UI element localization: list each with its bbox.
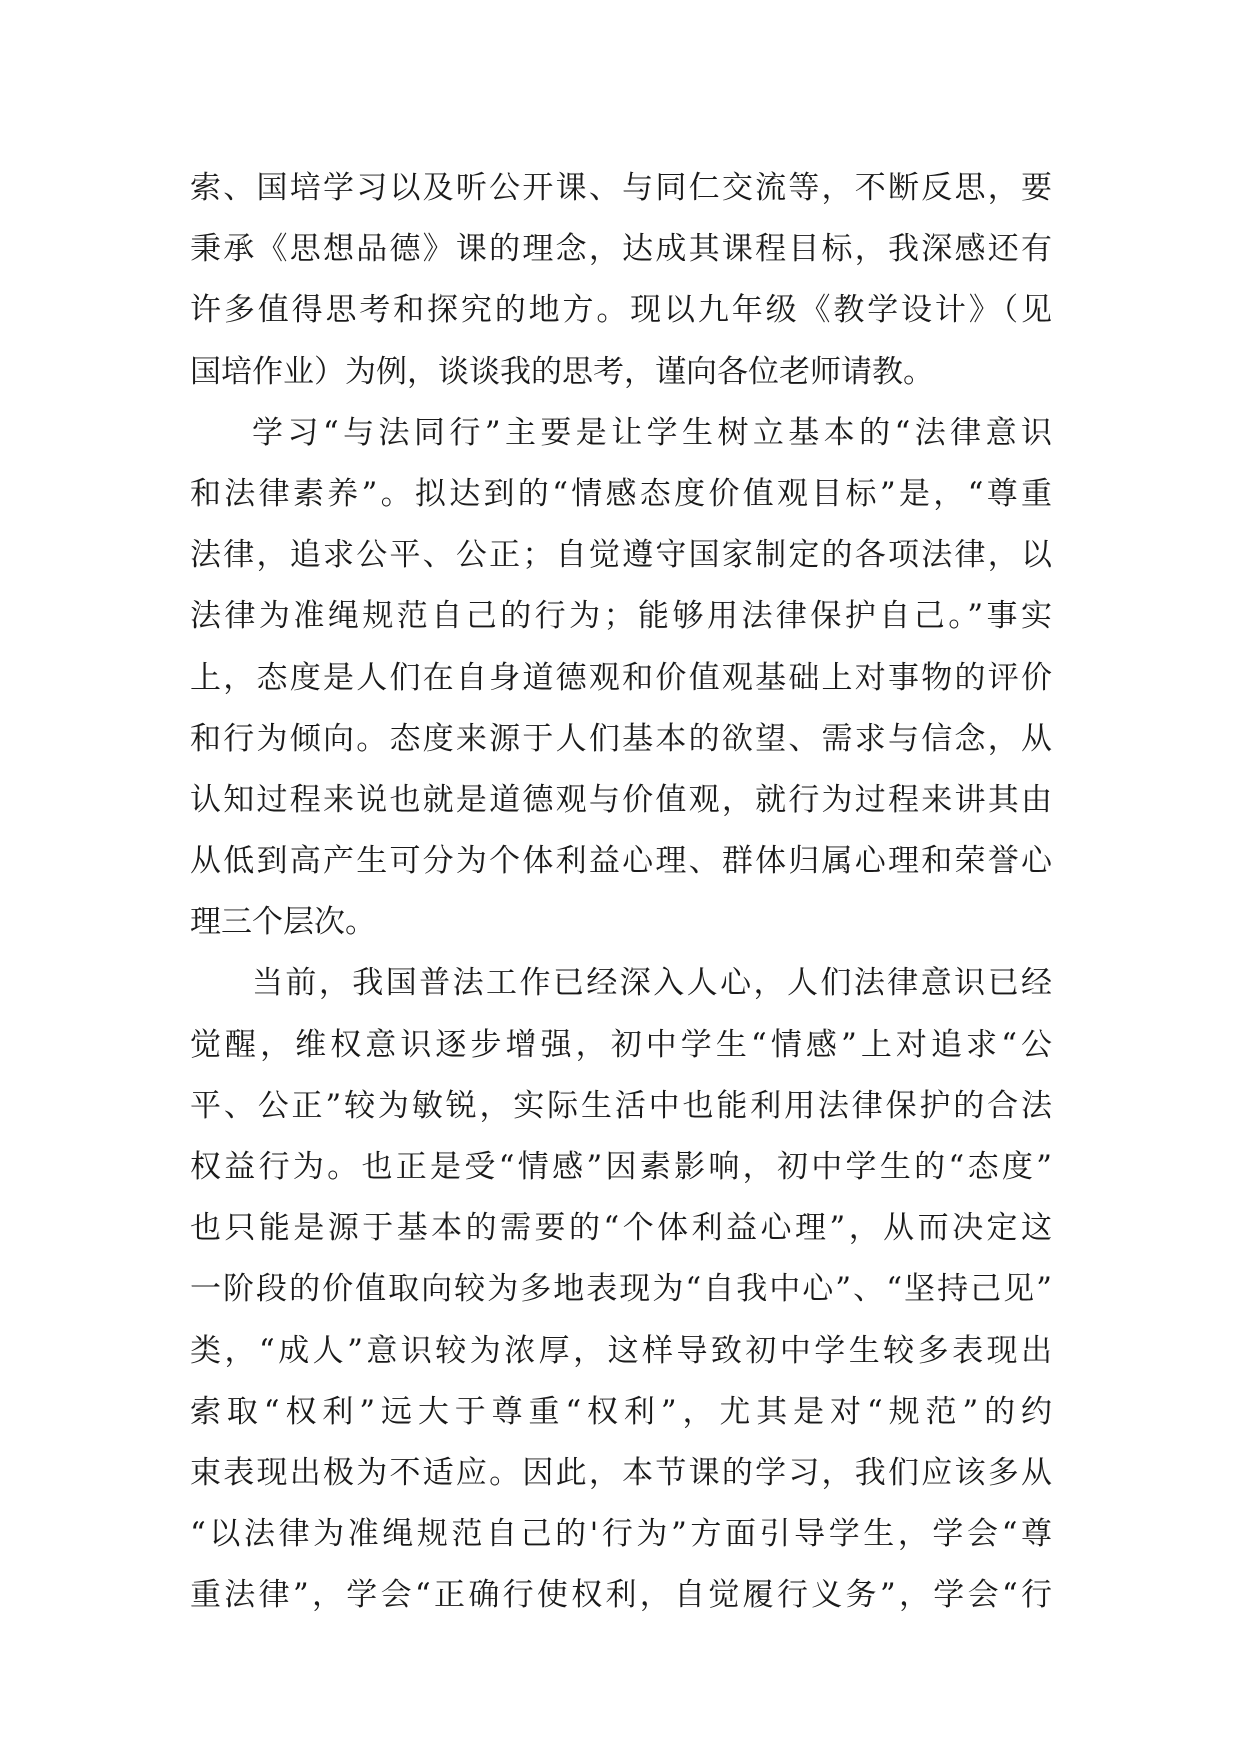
text-line: 秉承《思想品德》课的理念，达成其课程目标，我深感还有 bbox=[190, 231, 1052, 268]
text-line: 许多值得思考和探究的地方。现以九年级《教学设计》（见 bbox=[190, 292, 1052, 329]
text-line: 理三个层次。 bbox=[190, 904, 376, 941]
text-line: 平、公正”较为敏锐，实际生活中也能利用法律保护的合法 bbox=[190, 1087, 1052, 1124]
text-line: 类，“成人”意识较为浓厚，这样导致初中学生较多表现出 bbox=[190, 1332, 1052, 1369]
text-line: 索取“权利”远大于尊重“权利”，尤其是对“规范”的约 bbox=[190, 1393, 1052, 1430]
text-line: 重法律”，学会“正确行使权利，自觉履行义务”，学会“行 bbox=[190, 1577, 1052, 1614]
text-line: “以法律为准绳规范自己的'行为”方面引导学生，学会“尊 bbox=[190, 1516, 1052, 1553]
text-line: 从低到高产生可分为个体利益心理、群体归属心理和荣誉心 bbox=[190, 843, 1052, 880]
text-line: 认知过程来说也就是道德观与价值观，就行为过程来讲其由 bbox=[190, 781, 1052, 818]
paragraph-first-line: 学习“与法同行”主要是让学生树立基本的“法律意识 bbox=[252, 414, 1052, 451]
text-line: 和法律素养”。拟达到的“情感态度价值观目标”是，“尊重 bbox=[190, 475, 1052, 512]
text-line: 权益行为。也正是受“情感”因素影响，初中学生的“态度” bbox=[190, 1149, 1052, 1185]
text-line: 觉醒，维权意识逐步增强，初中学生“情感”上对追求“公 bbox=[190, 1026, 1052, 1063]
paragraph-first-line: 当前，我国普法工作已经深入人心，人们法律意识已经 bbox=[252, 965, 1052, 1002]
text-line: 一阶段的价值取向较为多地表现为“自我中心”、“坚持己见” bbox=[190, 1271, 1052, 1308]
text-line: 法律，追求公平、公正；自觉遵守国家制定的各项法律，以 bbox=[190, 537, 1052, 574]
text-line: 法律为准绳规范自己的行为；能够用法律保护自己。”事实 bbox=[190, 598, 1052, 635]
text-line: 也只能是源于基本的需要的“个体利益心理”，从而决定这 bbox=[190, 1210, 1052, 1247]
text-line: 国培作业）为例，谈谈我的思考，谨向各位老师请教。 bbox=[190, 353, 934, 390]
text-line: 束表现出极为不适应。因此，本节课的学习，我们应该多从 bbox=[190, 1454, 1052, 1491]
text-line: 索、国培学习以及听公开课、与同仁交流等，不断反思，要 bbox=[190, 170, 1052, 206]
text-line: 上，态度是人们在自身道德观和价值观基础上对事物的评价 bbox=[190, 659, 1052, 696]
text-line: 和行为倾向。态度来源于人们基本的欲望、需求与信念，从 bbox=[190, 720, 1052, 757]
body-text bbox=[190, 158, 1052, 1627]
